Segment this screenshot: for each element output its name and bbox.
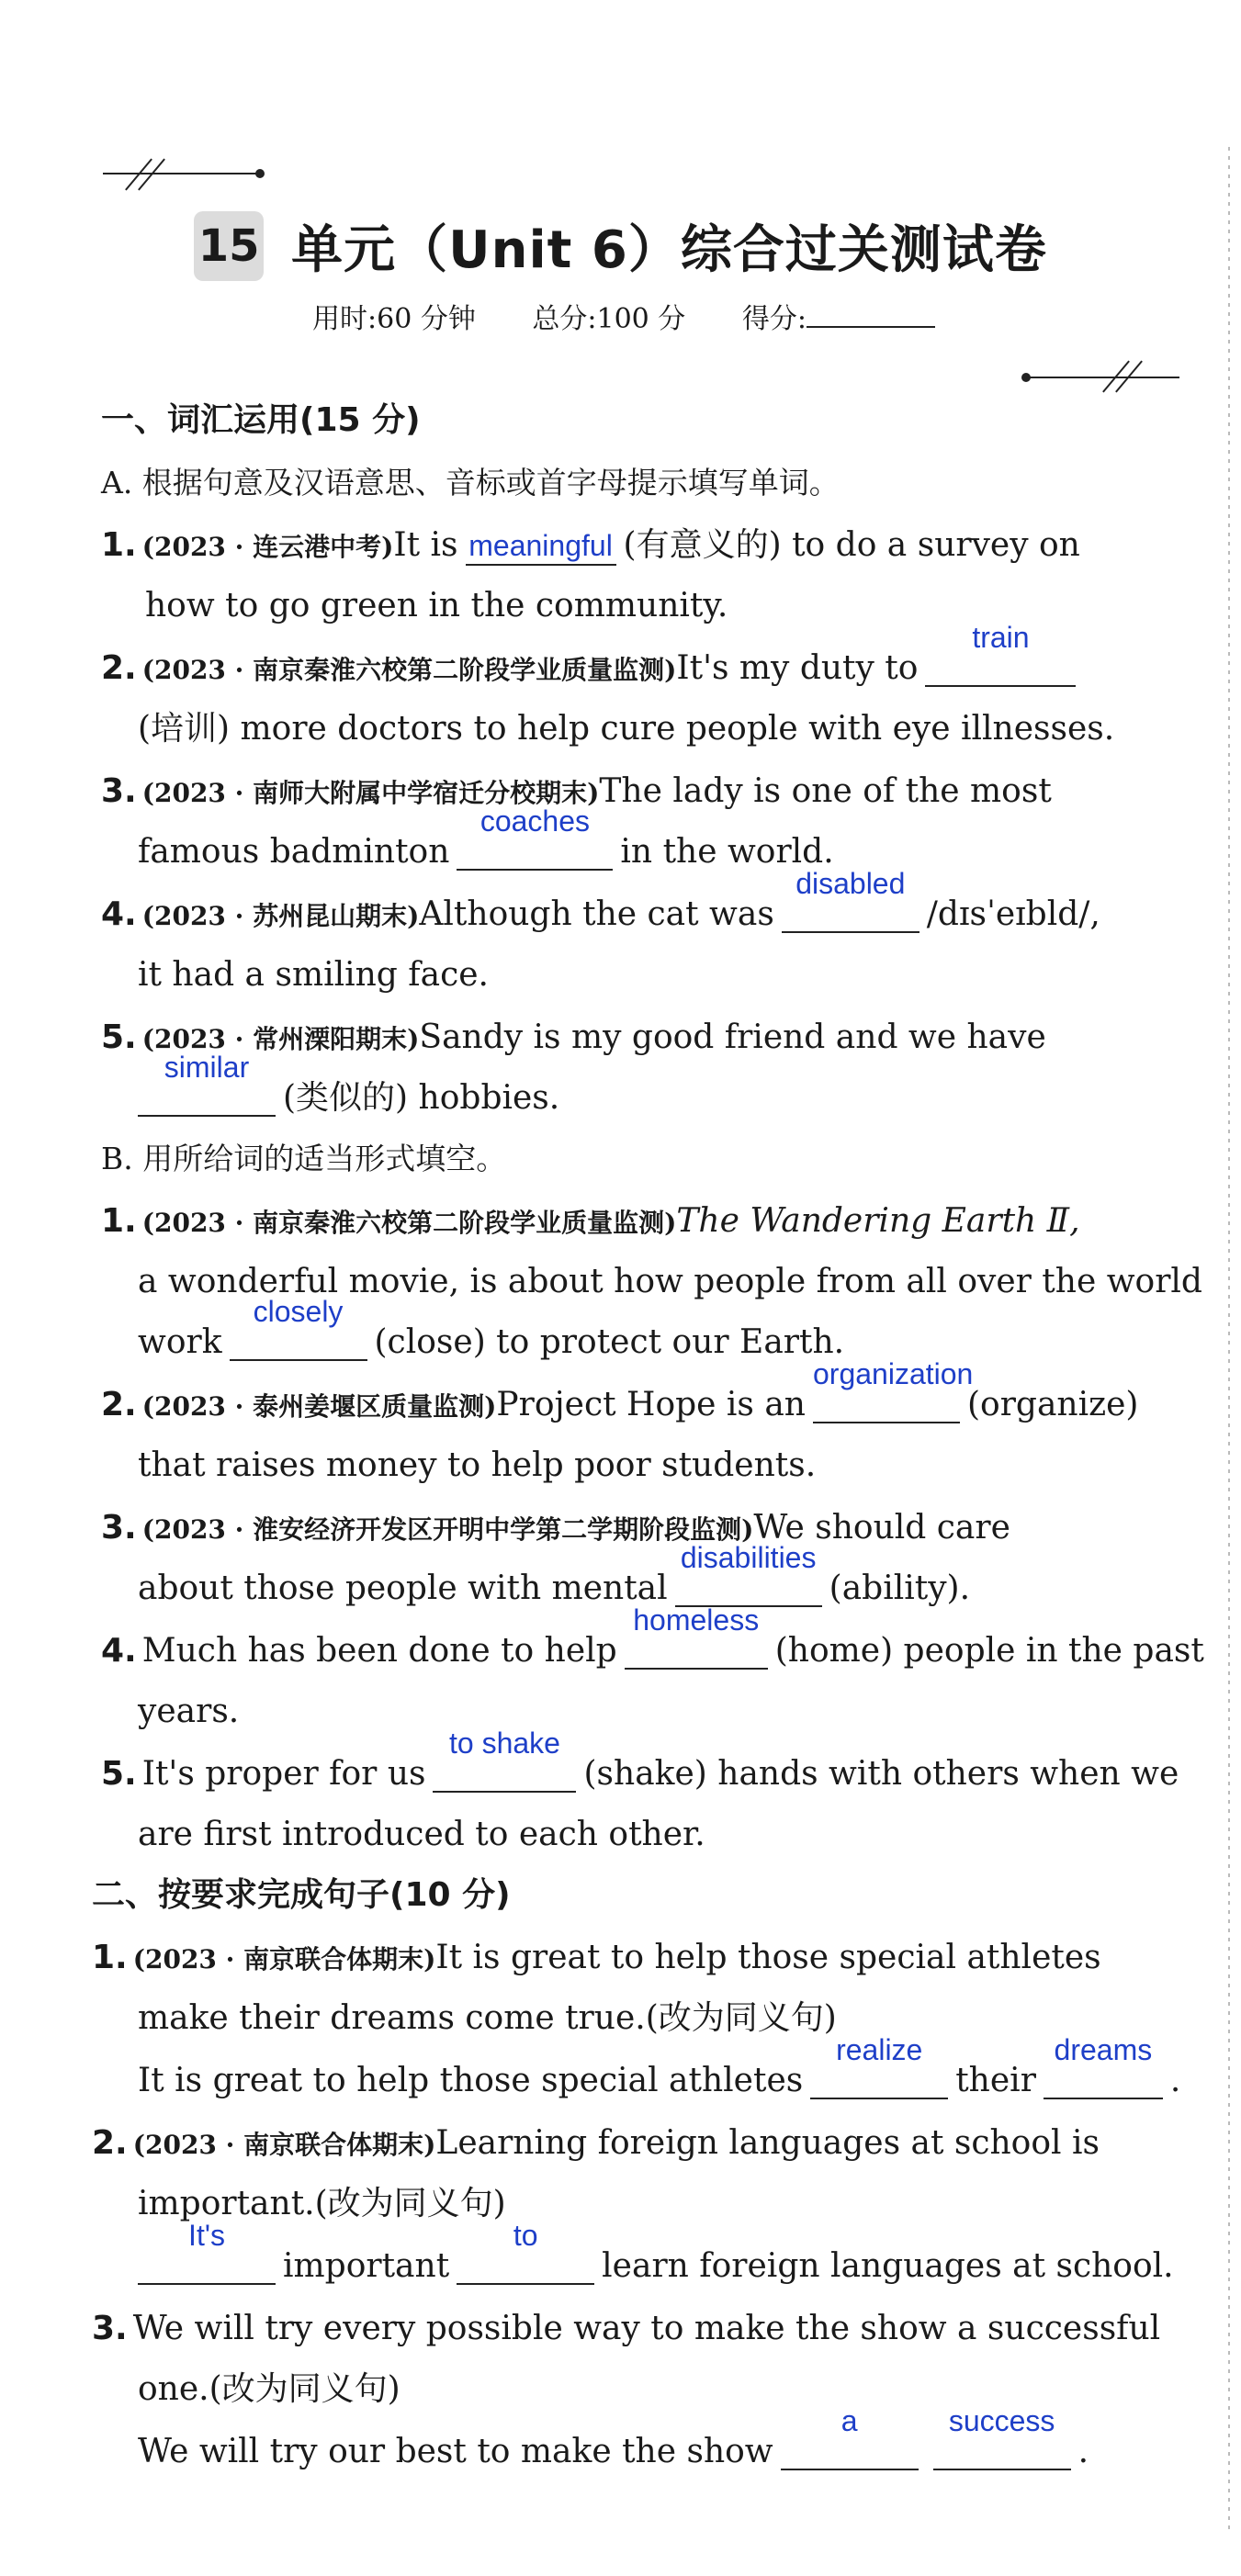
question-b5-cont: are first introduced to each other. <box>138 1816 705 1853</box>
question-a1: 1. (2023 · 连云港中考)It is meaningful (有意义的) to do a survey on <box>101 526 1080 564</box>
question-b1-cont: a wonderful movie, is about how people from all over the world <box>138 1263 1202 1300</box>
question-a3-cont: famous badmintoncoachesin the world. <box>138 804 834 871</box>
decor-dot-right <box>1021 373 1031 382</box>
decor-slash <box>138 159 165 191</box>
question-b1: 1. (2023 · 南京秦淮六校第二阶段学业质量监测)The Wandering Earth Ⅱ, <box>101 1202 1080 1240</box>
page-header <box>0 209 1241 283</box>
score-label: 总分:100 分 <box>532 303 686 335</box>
answer-field[interactable]: success <box>933 2439 1071 2470</box>
question-c1-answer-line: It is great to help those special athletesrealizetheirdreams. <box>138 2033 1181 2099</box>
answer-field[interactable]: realize <box>810 2068 948 2099</box>
question-a4: 4. (2023 · 苏州昆山期末)Although the cat wasdisabled/dɪsˈeɪbld/, <box>101 867 1100 933</box>
question-c2-cont: important.(改为同义句) <box>138 2185 506 2222</box>
question-c3-cont: one.(改为同义句) <box>138 2370 401 2408</box>
question-b2-cont: that raises money to help poor students. <box>138 1446 817 1484</box>
answer-field[interactable]: dreams <box>1044 2068 1163 2099</box>
answer-field[interactable]: homeless <box>625 1638 768 1670</box>
section-instruction-a: A. 根据句意及汉语意思、音标或首字母提示填写单词。 <box>101 465 840 501</box>
question-a1-cont: how to go green in the community. <box>145 587 728 624</box>
section-heading-2: 二、按要求完成句子(10 分) <box>92 1876 511 1914</box>
score-blank[interactable] <box>807 326 935 328</box>
answer-field[interactable]: closely <box>230 1330 367 1361</box>
answer-field[interactable]: organization <box>813 1392 960 1423</box>
decor-slash <box>125 159 152 191</box>
exam-meta <box>312 296 1031 336</box>
answer-field[interactable]: train <box>925 656 1076 687</box>
time-label: 用时:60 分钟 <box>312 303 476 335</box>
question-c3-answer-line: We will try our best to make the showa success. <box>138 2404 1089 2470</box>
answer-field[interactable]: meaningful <box>466 531 616 566</box>
question-a2: 2. (2023 · 南京秦淮六校第二阶段学业质量监测)It's my duty totrain <box>101 648 1083 691</box>
answer-field[interactable]: It's <box>138 2254 276 2285</box>
page-edge-divider <box>1228 147 1230 2535</box>
question-b4: 4. Much has been done to helphomeless(home) people in the past <box>101 1603 1204 1670</box>
question-c2: 2. (2023 · 南京联合体期末)Learning foreign languages at school is <box>92 2124 1100 2162</box>
question-b2: 2. (2023 · 泰州姜堰区质量监测)Project Hope is anorganization(organize) <box>101 1357 1139 1423</box>
question-c1-cont: make their dreams come true.(改为同义句) <box>138 1999 837 2037</box>
question-a5-cont: similar(类似的) hobbies. <box>138 1078 559 1119</box>
question-a2-cont: (培训) more doctors to help cure people with eye illnesses. <box>138 710 1115 748</box>
answer-field[interactable]: to <box>457 2254 594 2285</box>
question-a4-cont: it had a smiling face. <box>138 956 489 994</box>
question-c3: 3. We will try every possible way to make the show a successful <box>92 2310 1161 2347</box>
question-a5: 5. (2023 · 常州溧阳期末)Sandy is my good friend and we have <box>101 1018 1046 1056</box>
answer-field[interactable]: disabled <box>782 902 919 933</box>
answer-field[interactable]: a <box>781 2439 919 2470</box>
answer-field[interactable]: to shake <box>433 1761 576 1793</box>
answer-field[interactable]: coaches <box>457 839 613 871</box>
got-label: 得分: <box>742 303 983 335</box>
decor-line-left <box>103 173 259 174</box>
question-b3-cont: about those people with mentaldisabilities(ability). <box>138 1541 971 1607</box>
decor-dot-left <box>255 169 265 178</box>
section-heading-1: 一、词汇运用(15 分) <box>101 401 421 439</box>
question-c2-answer-line: It'simportanttolearn foreign languages at school. <box>138 2246 1174 2287</box>
section-instruction-b: B. 用所给词的适当形式填空。 <box>101 1141 507 1176</box>
decor-line-right <box>1025 377 1179 378</box>
question-a3: 3. (2023 · 南师大附属中学宿迁分校期末)The lady is one of the most <box>101 772 1052 810</box>
answer-field[interactable]: disabilities <box>675 1576 822 1607</box>
question-b5: 5. It's proper for usto shake(shake) hands with others when we <box>101 1727 1179 1793</box>
page-title: 单元（Unit 6）综合过关测试卷 <box>291 220 1047 280</box>
question-b3: 3. (2023 · 淮安经济开发区开明中学第二学期阶段监测)We should care <box>101 1509 1010 1547</box>
question-b1-cont2: workclosely(close) to protect our Earth. <box>138 1295 845 1361</box>
unit-badge: 15 <box>194 211 264 281</box>
answer-field[interactable]: similar <box>138 1086 276 1117</box>
question-b4-cont: years. <box>138 1693 240 1730</box>
question-c1: 1. (2023 · 南京联合体期末)It is great to help those special athletes <box>92 1939 1101 1976</box>
